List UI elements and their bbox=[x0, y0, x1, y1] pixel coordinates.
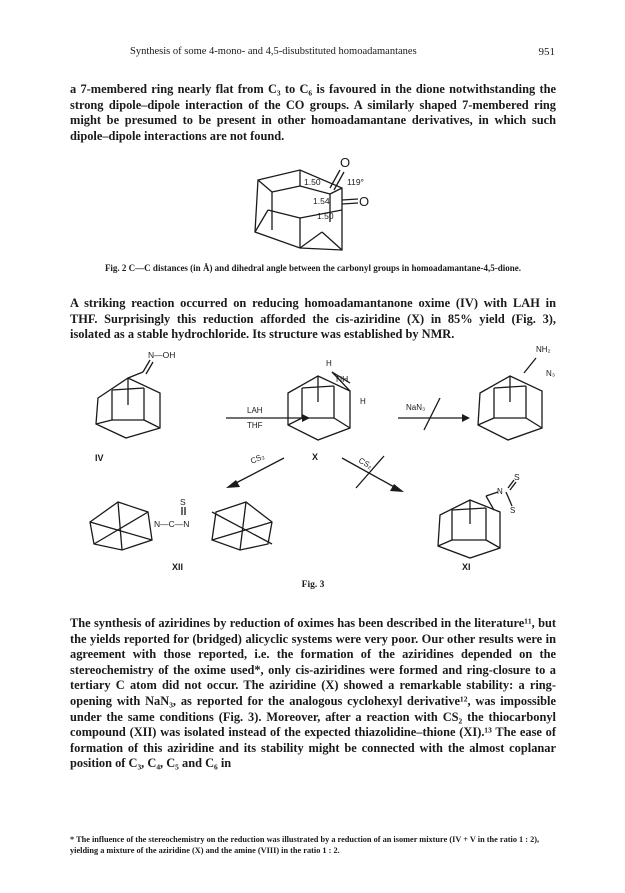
thione-s-label: S bbox=[514, 472, 520, 482]
compound-XII-label: XII bbox=[172, 562, 184, 572]
running-title: Synthesis of some 4-mono- and 4,5-disubstituted homoadamantanes bbox=[130, 46, 417, 57]
aziridine-h-side: H bbox=[360, 397, 366, 406]
oxime-IV-structure bbox=[96, 360, 160, 438]
ring-s-label: S bbox=[510, 506, 516, 515]
amine-nh2-label: NH₂ bbox=[536, 345, 551, 354]
oxygen-label-right: O bbox=[359, 194, 370, 209]
oxygen-label-top: O bbox=[340, 155, 351, 170]
nan3-arrow-cross bbox=[424, 398, 440, 430]
reagent-nan3: NaN₃ bbox=[406, 403, 426, 412]
thiazolidine-n-label: N bbox=[497, 487, 503, 496]
page-number: 951 bbox=[538, 46, 555, 58]
paragraph-synthesis: The synthesis of aziridines by reduction of oximes has been described in the literature¹¹, but the yields reported for (bridged) alicyclic systems were very poor. Our other results were in agreement with those reported, i.e. the formation of the aziridines depended on the stereochemistry of the oxime used*, only cis-aziridines were formed and ring-closure to a tertiary C atom did not occur. The aziridine (X) showed a remarkable stability: a ring-opening with NaN₃, as reported for the analogous cyclohexyl derivative¹², was impossible under the same conditions (Fig. 3). Moreover, after a reaction with CS₂ the thiocarbonyl compound (XII) was isolated instead of the expected thiazolidine–thione (XI).¹³ The ease of formation of this aziridine and its stability might be connected with the almost coplanar position of C₃, C₄, C₅ and C₆ in bbox=[70, 616, 556, 771]
oxime-group-label: N—OH bbox=[148, 350, 176, 360]
figure-2-caption: Fig. 2 C—C distances (in Å) and dihedral angle between the carbonyl groups in homoadamantane-4,5-dione. bbox=[104, 263, 522, 273]
distance-label-3: 1.50 bbox=[317, 211, 334, 221]
reagent-cs2-left: CS₂ bbox=[249, 451, 266, 466]
distance-label-1: 1.50 bbox=[304, 177, 321, 187]
paragraph-reaction: A striking reaction occurred on reducing homoadamantanone oxime (IV) with LAH in THF. Surprisingly this reduction afforded the cis-aziridine (X) in 85% yield (Fig. 3), isolated as a stable hydrochloride. Its structure was established by NMR. bbox=[70, 296, 556, 342]
reagent-thf: THF bbox=[247, 421, 263, 430]
cs2-arrowhead-left bbox=[226, 480, 240, 488]
reagent-lah: LAH bbox=[247, 406, 263, 415]
paragraph-intro: a 7-membered ring nearly flat from C₃ to C₆ is favoured in the dione notwithstanding the strong dipole–dipole interaction of the CO groups. A similarly shaped 7-membered ring might be presumed to be present in other homoadamantane derivatives, in which such dipole–dipole interactions are not found. bbox=[70, 82, 556, 143]
compound-IV-label: IV bbox=[95, 453, 104, 463]
dihedral-angle-label: 119° bbox=[347, 177, 364, 187]
thiocarbonyl-s-label: S bbox=[180, 497, 186, 507]
compound-XI-label: XI bbox=[462, 562, 471, 572]
footnote: * The influence of the stereochemistry on the reduction was illustrated by a reduction of an isomer mixture (IV + V in the ratio 1 : 2), yielding a mixture of the aziridine (X) and the amine (VIII) in the ratio 1 : 2. bbox=[70, 835, 540, 855]
aziridine-h-top: H bbox=[326, 359, 332, 368]
aziridine-nh-label: NH bbox=[336, 374, 349, 384]
azide-n3-label: N₃ bbox=[546, 369, 556, 378]
thiourea-link-label: N—C—N bbox=[154, 519, 190, 529]
azido-amine-structure bbox=[478, 358, 542, 440]
distance-label-2: 1.54 bbox=[313, 196, 330, 206]
thiazolidinethione-XI-structure bbox=[438, 480, 516, 558]
compound-X-label: X bbox=[312, 452, 319, 462]
nan3-arrowhead bbox=[462, 414, 470, 422]
reagent-cs2-right: CS₂ bbox=[357, 455, 374, 471]
figure-3-caption: Fig. 3 bbox=[301, 580, 325, 590]
